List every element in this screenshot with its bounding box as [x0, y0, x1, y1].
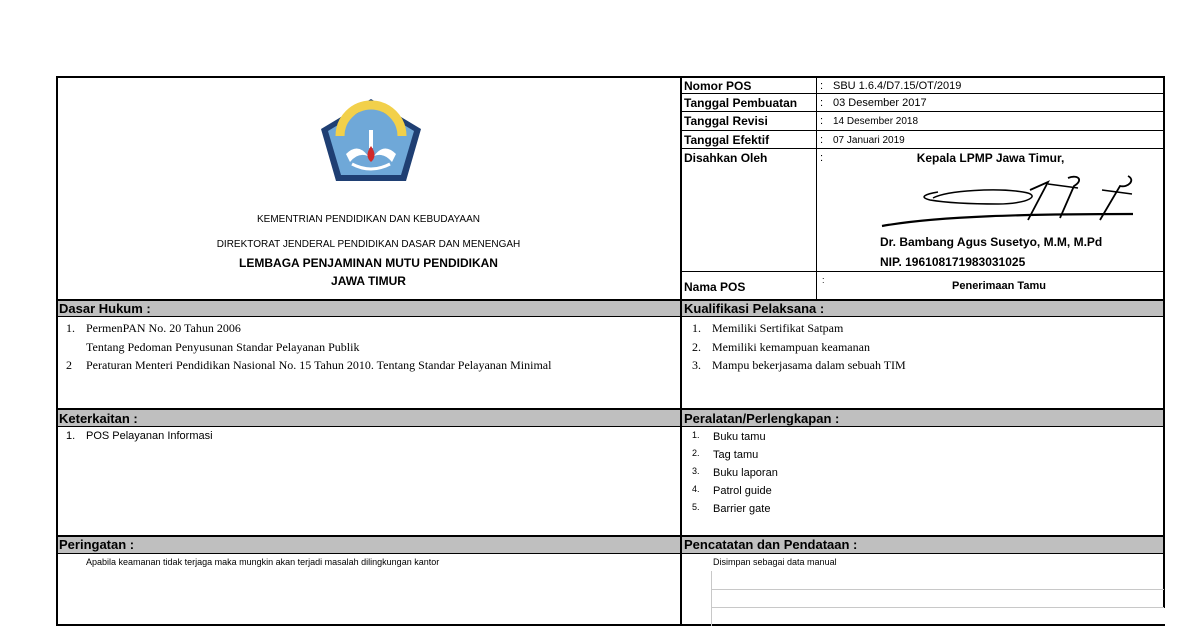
keterkaitan-header-bg: [57, 409, 681, 426]
section-line: [56, 535, 1165, 537]
peralatan-item-2: Tag tamu: [713, 449, 759, 461]
tanggal-revisi-value: 14 Desember 2018: [833, 116, 919, 127]
list-item-number: 5.: [692, 502, 700, 512]
signature-image: [878, 170, 1138, 232]
list-item-number: 1.: [692, 430, 700, 440]
tanggal-efektif-label: Tanggal Efektif: [684, 133, 770, 147]
peralatan-title: Peralatan/Perlengkapan :: [684, 411, 840, 426]
tut-wuri-handayani-logo: [318, 96, 424, 184]
list-item-number: 2: [66, 358, 72, 372]
dasar-hukum-item-1: PermenPAN No. 20 Tahun 2006: [86, 321, 241, 335]
section-line: [56, 299, 1165, 301]
ministry-name: KEMENTRIAN PENDIDIKAN DAN KEBUDAYAAN: [256, 214, 480, 225]
peringatan-title: Peringatan :: [59, 537, 135, 552]
signer-name: Dr. Bambang Agus Susetyo, M.M, M.Pd: [880, 235, 1103, 249]
pencatatan-inner-line: [711, 589, 1164, 590]
meta-row-line: [681, 271, 1164, 272]
tanggal-efektif-value: 07 Januari 2019: [833, 135, 905, 146]
dasar-hukum-item-1-sub: Tentang Pedoman Penyusunan Standar Pelayanan Publik: [86, 340, 360, 354]
keterkaitan-title: Keterkaitan :: [59, 411, 138, 426]
keterkaitan-item-1: POS Pelayanan Informasi: [86, 430, 213, 442]
signer-nip: NIP. 196108171983031025: [880, 255, 1026, 269]
colon: :: [820, 152, 824, 164]
peralatan-item-4: Patrol guide: [713, 485, 772, 497]
list-item-number: 2.: [692, 448, 700, 458]
colon: :: [822, 275, 825, 285]
kualifikasi-item-3: Mampu bekerjasama dalam sebuah TIM: [712, 358, 906, 372]
tanggal-pembuatan-label: Tanggal Pembuatan: [684, 96, 798, 110]
section-line: [56, 408, 1165, 410]
list-item-number: 3.: [692, 358, 701, 372]
section-line: [56, 553, 1165, 554]
center-divider: [680, 76, 682, 626]
peralatan-item-1: Buku tamu: [713, 431, 766, 443]
region-name: JAWA TIMUR: [331, 274, 406, 288]
peralatan-item-3: Buku laporan: [713, 467, 778, 479]
list-item-number: 1.: [66, 321, 75, 335]
pencatatan-inner-line: [711, 607, 1164, 608]
peringatan-text: Apabila keamanan tidak terjaga maka mungkin akan terjadi masalah dilingkungan kantor: [86, 557, 440, 567]
list-item-number: 3.: [692, 466, 700, 476]
list-item-number: 2.: [692, 340, 701, 354]
kualifikasi-item-1: Memiliki Sertifikat Satpam: [712, 321, 844, 335]
nomor-pos-value: SBU 1.6.4/D7.15/OT/2019: [833, 80, 962, 92]
pencatatan-inner-line: [711, 571, 712, 626]
meta-column-divider: [816, 76, 817, 300]
meta-row-line: [681, 111, 1164, 112]
directorate-name: DIREKTORAT JENDERAL PENDIDIKAN DASAR DAN MENENGAH: [216, 239, 521, 250]
outer-border-top: [56, 76, 1165, 78]
nama-pos-value: Penerimaan Tamu: [952, 280, 1046, 292]
outer-border-bottom: [56, 624, 1165, 626]
list-item-number: 1.: [692, 321, 701, 335]
pencatatan-text: Disimpan sebagai data manual: [713, 557, 837, 567]
outer-border-left: [56, 76, 58, 626]
disahkan-oleh-label: Disahkan Oleh: [684, 151, 768, 165]
peralatan-item-5: Barrier gate: [713, 503, 771, 515]
nomor-pos-label: Nomor POS: [684, 79, 752, 93]
kualifikasi-title: Kualifikasi Pelaksana :: [684, 301, 825, 316]
section-line: [56, 426, 1165, 427]
pencatatan-title: Pencatatan dan Pendataan :: [684, 537, 858, 552]
section-line: [56, 316, 1165, 317]
dasar-hukum-title: Dasar Hukum :: [59, 301, 151, 316]
peringatan-header-bg: [57, 536, 681, 553]
colon: :: [820, 134, 824, 146]
list-item-number: 1.: [66, 430, 76, 442]
tanggal-pembuatan-value: 03 Desember 2017: [833, 97, 927, 109]
nama-pos-label: Nama POS: [684, 280, 746, 294]
colon: :: [820, 80, 824, 92]
institution-name: LEMBAGA PENJAMINAN MUTU PENDIDIKAN: [239, 256, 498, 270]
tanggal-revisi-label: Tanggal Revisi: [684, 114, 768, 128]
meta-row-line: [681, 130, 1164, 131]
meta-row-line: [681, 148, 1164, 149]
kualifikasi-item-2: Memiliki kemampuan keamanan: [712, 340, 870, 354]
dasar-hukum-item-2: Peraturan Menteri Pendidikan Nasional No. 15 Tahun 2010. Tentang Standar Pelayanan Minimal: [86, 358, 552, 372]
meta-row-line: [681, 93, 1164, 94]
list-item-number: 4.: [692, 484, 700, 494]
signer-title: Kepala LPMP Jawa Timur,: [916, 151, 1065, 165]
colon: :: [820, 115, 824, 127]
colon: :: [820, 97, 824, 109]
